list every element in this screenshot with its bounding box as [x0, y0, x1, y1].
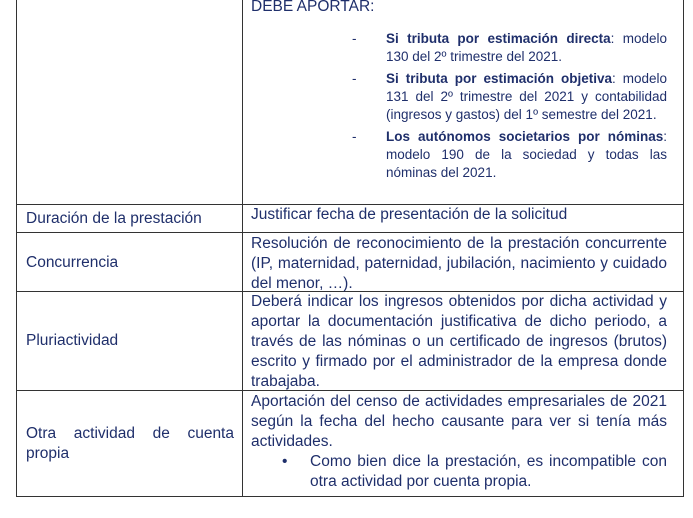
table-border-bottom: [16, 496, 684, 497]
row-text-pluriactividad: Deberá indicar los ingresos obtenidos por dicha actividad y aportar la documentación justificativa de dicho periodo, a través de las nóminas o un certificado de ingresos (brutos) escrito y firmado por el administrador de la empresa donde trabajaba.: [251, 293, 667, 390]
table-column-divider: [242, 0, 243, 497]
item-text: : modelo 130 del 2º trimestre del 2021.: [386, 31, 668, 64]
item-text: : modelo 190 de la sociedad y todas las nóminas del 2021.: [386, 129, 667, 180]
bullet-marker: •: [282, 453, 288, 470]
item-bold: Los autónomos societarios por nóminas: [386, 129, 664, 144]
row-label-pluriactividad: Pluriactividad: [26, 332, 119, 349]
row-label-duracion: Duración de la prestación: [26, 210, 202, 227]
list-item: [352, 30, 667, 66]
row-divider: [16, 232, 684, 233]
dash-marker: -: [352, 71, 357, 86]
requirements-table: [16, 0, 684, 497]
debe-aportar-heading: DEBE APORTAR:: [251, 0, 375, 15]
item-text: : modelo 131 del 2º trimestre del 2021 y contabilidad (ingresos y gastos) del 1º semestre del 2021.: [386, 71, 667, 122]
row-label-concurrencia: Concurrencia: [26, 254, 119, 271]
table-border-right: [683, 0, 684, 497]
otra-actividad-paragraph: Aportación del censo de actividades empresariales de 2021 según la fecha del hecho causante para ver si tenía más actividades.: [251, 393, 667, 450]
list-item: [352, 128, 667, 182]
row-text-concurrencia: Resolución de reconocimiento de la prestación concurrente (IP, maternidad, paternidad, jubilación, nacimiento y cuidado del menor, …).: [251, 235, 667, 292]
list-item: [352, 70, 667, 124]
dash-marker: -: [352, 31, 357, 46]
aportar-list: [352, 30, 667, 182]
item-bold: Si tributa por estimación directa: [386, 31, 611, 46]
bullet-text: Como bien dice la prestación, es incompatible con otra actividad por cuenta propia.: [310, 453, 667, 490]
dash-marker: -: [352, 129, 357, 144]
row-text-otra-actividad: [251, 392, 667, 492]
row-label-otra-actividad-text: Otra actividad de cuenta propia: [26, 425, 234, 462]
table-border-left: [16, 0, 17, 497]
row-text-duracion: Justificar fecha de presentación de la solicitud: [251, 206, 568, 223]
item-bold: Si tributa por estimación objetiva: [386, 71, 612, 86]
bullet-item: [251, 452, 667, 492]
row-label-otra-actividad: [26, 424, 234, 464]
